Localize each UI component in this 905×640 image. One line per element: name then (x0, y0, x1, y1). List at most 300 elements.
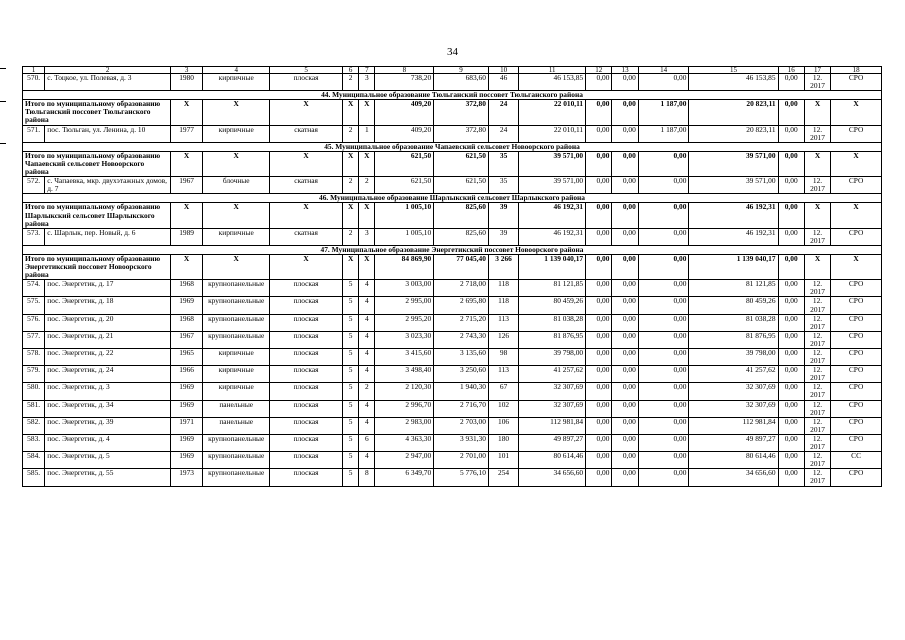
column-number: 3 (170, 67, 202, 74)
column-number: 5 (270, 67, 343, 74)
table-cell: СРО (831, 417, 882, 434)
table-cell: скатная (270, 125, 343, 142)
table-cell: 4 (359, 349, 375, 366)
table-cell: 2 718,00 (434, 280, 489, 297)
table-cell: 1967 (170, 331, 202, 348)
table-cell: 1969 (170, 383, 202, 400)
section-title: 47. Муниципальное образование Энергетикский поссовет Новоорского района (23, 245, 882, 254)
table-cell: 81 038,28 (689, 314, 778, 331)
table-cell: 12. 2017 (804, 400, 830, 417)
table-cell: 39 (488, 228, 518, 245)
table-cell: 112 981,84 (689, 417, 778, 434)
table-cell: крупнопанельные (203, 280, 270, 297)
table-cell: плоская (270, 417, 343, 434)
total-cell: 22 010,11 (519, 100, 586, 125)
total-cell: X (270, 100, 343, 125)
table-cell: 3 498,40 (375, 366, 434, 383)
table-row (23, 297, 882, 314)
table-cell: 0,00 (586, 383, 612, 400)
table-cell: 1968 (170, 280, 202, 297)
table-cell: 0,00 (586, 452, 612, 469)
total-row (23, 203, 882, 228)
total-label: Итого по муниципальному образованию Шарлыкский сельсовет Шарлыкского района (23, 203, 171, 228)
table-cell: 0,00 (586, 177, 612, 194)
table-cell: 81 876,95 (689, 331, 778, 348)
column-number: 14 (638, 67, 689, 74)
total-cell: 1 139 040,17 (519, 254, 586, 279)
table-cell: 49 897,27 (689, 434, 778, 451)
table-cell: 5 (343, 331, 359, 348)
total-row (23, 254, 882, 279)
table-cell: 4 (359, 400, 375, 417)
address-cell: пос. Энергетик, д. 24 (45, 366, 171, 383)
total-cell: 0,00 (778, 151, 804, 176)
table-cell: 0,00 (638, 366, 689, 383)
table-cell: 2 995,00 (375, 297, 434, 314)
total-cell: X (831, 203, 882, 228)
table-cell: 2 (359, 383, 375, 400)
column-number: 13 (612, 67, 638, 74)
table-cell: 0,00 (612, 331, 638, 348)
total-cell: X (804, 100, 830, 125)
table-cell: 39 798,00 (519, 349, 586, 366)
row-number: 576. (23, 314, 45, 331)
total-cell: X (343, 254, 359, 279)
table-cell: 1969 (170, 434, 202, 451)
table-cell: 0,00 (778, 417, 804, 434)
table-cell: 0,00 (612, 297, 638, 314)
table-cell: плоская (270, 349, 343, 366)
table-cell: блочные (203, 177, 270, 194)
row-number: 583. (23, 434, 45, 451)
address-cell: пос. Энергетик, д. 55 (45, 469, 171, 486)
table-cell: 5 (343, 297, 359, 314)
column-number: 6 (343, 67, 359, 74)
table-cell: 46 153,85 (519, 74, 586, 91)
table-cell: крупнопанельные (203, 331, 270, 348)
table-cell: 1966 (170, 366, 202, 383)
table-cell: 0,00 (612, 177, 638, 194)
table-cell: 2 695,80 (434, 297, 489, 314)
table-cell: 0,00 (612, 366, 638, 383)
table-cell: 3 (359, 74, 375, 91)
table-cell: 32 307,69 (689, 383, 778, 400)
table-cell: 0,00 (778, 297, 804, 314)
table-cell: 80 614,46 (519, 452, 586, 469)
total-cell: X (804, 151, 830, 176)
column-number: 7 (359, 67, 375, 74)
table-cell: СРО (831, 331, 882, 348)
total-cell: X (270, 254, 343, 279)
table-cell: 2 703,00 (434, 417, 489, 434)
table-cell: СРО (831, 177, 882, 194)
table-cell: 3 931,30 (434, 434, 489, 451)
total-cell: 409,20 (375, 100, 434, 125)
column-number: 9 (434, 67, 489, 74)
row-number: 584. (23, 452, 45, 469)
table-cell: 5 776,10 (434, 469, 489, 486)
column-number: 17 (804, 67, 830, 74)
table-cell: 2 (343, 177, 359, 194)
table-cell: 0,00 (586, 74, 612, 91)
table-cell: 1971 (170, 417, 202, 434)
table-cell: 0,00 (638, 228, 689, 245)
table-cell: 12. 2017 (804, 366, 830, 383)
table-cell: 180 (488, 434, 518, 451)
row-number: 575. (23, 297, 45, 314)
table-cell: 0,00 (638, 417, 689, 434)
row-number: 573. (23, 228, 45, 245)
total-cell: 0,00 (612, 151, 638, 176)
table-cell: 8 (359, 469, 375, 486)
table-cell: 0,00 (586, 331, 612, 348)
total-cell: X (203, 203, 270, 228)
address-cell: пос. Энергетик, д. 3 (45, 383, 171, 400)
total-cell: 0,00 (586, 151, 612, 176)
page-number: 34 (447, 46, 458, 58)
address-cell: с. Чапаевка, мкр. двухэтажных домов, д. 7 (45, 177, 171, 194)
table-cell: 0,00 (612, 383, 638, 400)
table-cell: 5 (343, 434, 359, 451)
table-cell: 0,00 (612, 417, 638, 434)
table-cell: 0,00 (586, 366, 612, 383)
total-cell: X (804, 254, 830, 279)
table-cell: 0,00 (778, 331, 804, 348)
table-cell: 0,00 (638, 469, 689, 486)
table-cell: 5 (343, 280, 359, 297)
total-row (23, 100, 882, 125)
total-cell: 0,00 (778, 203, 804, 228)
total-cell: X (203, 151, 270, 176)
table-cell: 81 121,85 (519, 280, 586, 297)
table-row (23, 349, 882, 366)
table-cell: 2 716,70 (434, 400, 489, 417)
table-cell: плоская (270, 366, 343, 383)
table-cell: плоская (270, 331, 343, 348)
total-cell: 0,00 (612, 203, 638, 228)
total-cell: X (359, 151, 375, 176)
column-number: 10 (488, 67, 518, 74)
row-number: 577. (23, 331, 45, 348)
column-number: 12 (586, 67, 612, 74)
table-cell: 1968 (170, 314, 202, 331)
table-cell: 41 257,62 (689, 366, 778, 383)
table-cell: кирпичные (203, 228, 270, 245)
table-row (23, 177, 882, 194)
table-cell: 24 (488, 125, 518, 142)
total-cell: 825,60 (434, 203, 489, 228)
total-cell: 0,00 (638, 254, 689, 279)
address-cell: пос. Энергетик, д. 18 (45, 297, 171, 314)
table-cell: 0,00 (586, 297, 612, 314)
table-cell: 0,00 (612, 280, 638, 297)
table-cell: 4 (359, 417, 375, 434)
table-cell: плоская (270, 297, 343, 314)
table-cell: СРО (831, 383, 882, 400)
margin-tick (0, 68, 6, 69)
table-cell: 3 135,60 (434, 349, 489, 366)
table-cell: 4 (359, 452, 375, 469)
table-cell: 1980 (170, 74, 202, 91)
address-cell: пос. Энергетик, д. 17 (45, 280, 171, 297)
table-cell: 1977 (170, 125, 202, 142)
margin-tick (0, 101, 6, 102)
total-cell: X (831, 151, 882, 176)
total-cell: X (170, 151, 202, 176)
table-body (23, 74, 882, 487)
address-cell: с. Шарлык, пер. Новый, д. 6 (45, 228, 171, 245)
table-cell: 12. 2017 (804, 74, 830, 91)
row-number: 579. (23, 366, 45, 383)
section-header-row (23, 194, 882, 203)
table-cell: 4 (359, 297, 375, 314)
table-cell: 5 (343, 417, 359, 434)
table-cell: 1 940,30 (434, 383, 489, 400)
total-cell: 0,00 (612, 100, 638, 125)
total-cell: 46 192,31 (519, 203, 586, 228)
table-cell: 0,00 (638, 331, 689, 348)
table-cell: 4 (359, 280, 375, 297)
table-cell: 0,00 (778, 280, 804, 297)
table-cell: 1969 (170, 452, 202, 469)
total-cell: X (359, 100, 375, 125)
table-cell: 3 (359, 228, 375, 245)
table-cell: крупнопанельные (203, 297, 270, 314)
table-cell: 0,00 (778, 349, 804, 366)
table-cell: 0,00 (638, 177, 689, 194)
table-cell: 98 (488, 349, 518, 366)
table-cell: 34 656,60 (519, 469, 586, 486)
table-cell: 0,00 (586, 228, 612, 245)
total-cell: 35 (488, 151, 518, 176)
table-cell: 0,00 (638, 383, 689, 400)
total-cell: 46 192,31 (689, 203, 778, 228)
total-cell: X (270, 151, 343, 176)
table-cell: 81 876,95 (519, 331, 586, 348)
table-cell: 409,20 (375, 125, 434, 142)
total-cell: 20 823,11 (689, 100, 778, 125)
total-cell: X (831, 100, 882, 125)
total-cell: 0,00 (638, 151, 689, 176)
table-cell: 4 (359, 366, 375, 383)
address-cell: пос. Энергетик, д. 4 (45, 434, 171, 451)
table-cell: крупнопанельные (203, 469, 270, 486)
table-cell: 1969 (170, 400, 202, 417)
table-cell: 0,00 (586, 280, 612, 297)
table-row (23, 280, 882, 297)
table-cell: 0,00 (638, 434, 689, 451)
total-cell: X (170, 254, 202, 279)
row-number: 580. (23, 383, 45, 400)
total-cell: X (343, 203, 359, 228)
table-cell: 12. 2017 (804, 434, 830, 451)
table-cell: 5 (343, 400, 359, 417)
table-cell: кирпичные (203, 74, 270, 91)
total-cell: 39 571,00 (689, 151, 778, 176)
table-cell: плоская (270, 280, 343, 297)
table-cell: 4 (359, 314, 375, 331)
table-cell: 0,00 (586, 469, 612, 486)
total-cell: 24 (488, 100, 518, 125)
address-cell: пос. Энергетик, д. 34 (45, 400, 171, 417)
total-cell: X (804, 203, 830, 228)
table-cell: 32 307,69 (689, 400, 778, 417)
table-cell: 0,00 (586, 125, 612, 142)
table-cell: СРО (831, 74, 882, 91)
table-cell: 5 (343, 366, 359, 383)
address-cell: пос. Тюльган, ул. Ленина, д. 10 (45, 125, 171, 142)
total-cell: 0,00 (778, 254, 804, 279)
section-header-row (23, 142, 882, 151)
table-row (23, 74, 882, 91)
table-cell: 0,00 (638, 400, 689, 417)
table-cell: 0,00 (778, 469, 804, 486)
total-label: Итого по муниципальному образованию Энергетикский поссовет Новоорского района (23, 254, 171, 279)
column-number: 8 (375, 67, 434, 74)
table-cell: СРО (831, 314, 882, 331)
address-cell: пос. Энергетик, д. 5 (45, 452, 171, 469)
table-cell: 0,00 (638, 74, 689, 91)
table-cell: 2 743,30 (434, 331, 489, 348)
table-cell: 5 (343, 349, 359, 366)
table-cell: 113 (488, 366, 518, 383)
total-cell: 0,00 (586, 100, 612, 125)
table-cell: плоская (270, 434, 343, 451)
table-cell: СС (831, 452, 882, 469)
table-cell: 0,00 (612, 125, 638, 142)
total-cell: 39 571,00 (519, 151, 586, 176)
row-number: 582. (23, 417, 45, 434)
table-cell: 3 250,60 (434, 366, 489, 383)
table-cell: 22 010,11 (519, 125, 586, 142)
table-cell: панельные (203, 400, 270, 417)
table-cell: панельные (203, 417, 270, 434)
table-cell: 0,00 (778, 125, 804, 142)
table-cell: 0,00 (612, 314, 638, 331)
table-cell: 12. 2017 (804, 469, 830, 486)
section-title: 46. Муниципальное образование Шарлыкский сельсовет Шарлыкского района (23, 194, 882, 203)
table-cell: 0,00 (638, 452, 689, 469)
table-cell: 1 (359, 125, 375, 142)
table-cell: 0,00 (612, 228, 638, 245)
table-row (23, 228, 882, 245)
table-cell: крупнопанельные (203, 434, 270, 451)
table-cell: 6 349,70 (375, 469, 434, 486)
table-cell: 12. 2017 (804, 417, 830, 434)
column-number: 18 (831, 67, 882, 74)
table-cell: СРО (831, 228, 882, 245)
table-cell: 102 (488, 400, 518, 417)
table-cell: 113 (488, 314, 518, 331)
total-cell: 0,00 (778, 100, 804, 125)
table-cell: 5 (343, 314, 359, 331)
section-title: 45. Муниципальное образование Чапаевский сельсовет Новоорского района (23, 142, 882, 151)
table-cell: 67 (488, 383, 518, 400)
table-cell: 34 656,60 (689, 469, 778, 486)
total-cell: 3 266 (488, 254, 518, 279)
table-cell: 12. 2017 (804, 349, 830, 366)
table-cell: 621,50 (434, 177, 489, 194)
table-cell: 0,00 (778, 314, 804, 331)
table-cell: СРО (831, 400, 882, 417)
total-label: Итого по муниципальному образованию Чапаевский сельсовет Новоорского района (23, 151, 171, 176)
section-header-row (23, 245, 882, 254)
table-cell: 0,00 (612, 400, 638, 417)
table-cell: 12. 2017 (804, 383, 830, 400)
table-cell: 0,00 (586, 434, 612, 451)
table-cell: 0,00 (778, 74, 804, 91)
table-cell: 46 (488, 74, 518, 91)
table-cell: 39 798,00 (689, 349, 778, 366)
table-cell: 1 187,00 (638, 125, 689, 142)
table-row (23, 469, 882, 486)
table-cell: 46 153,85 (689, 74, 778, 91)
table-cell: 118 (488, 297, 518, 314)
table-cell: 0,00 (612, 469, 638, 486)
table-cell: кирпичные (203, 383, 270, 400)
table-cell: крупнопанельные (203, 452, 270, 469)
table-cell: 2 701,00 (434, 452, 489, 469)
margin-tick (0, 143, 6, 144)
table-row (23, 383, 882, 400)
table-row (23, 331, 882, 348)
table-cell: 2 120,30 (375, 383, 434, 400)
table-cell: плоская (270, 452, 343, 469)
column-number: 4 (203, 67, 270, 74)
table-cell: 1967 (170, 177, 202, 194)
table-cell: плоская (270, 469, 343, 486)
table-cell: скатная (270, 177, 343, 194)
total-row (23, 151, 882, 176)
total-cell: 621,50 (375, 151, 434, 176)
table-cell: кирпичные (203, 349, 270, 366)
table-cell: скатная (270, 228, 343, 245)
table-cell: СРО (831, 297, 882, 314)
total-cell: 0,00 (612, 254, 638, 279)
table-row (23, 434, 882, 451)
row-number: 571. (23, 125, 45, 142)
column-number: 15 (689, 67, 778, 74)
table-cell: 12. 2017 (804, 331, 830, 348)
table-cell: 2 996,70 (375, 400, 434, 417)
total-label: Итого по муниципальному образованию Тюльганский поссовет Тюльганского района (23, 100, 171, 125)
table-cell: 35 (488, 177, 518, 194)
row-number: 572. (23, 177, 45, 194)
table-cell: плоская (270, 314, 343, 331)
table-cell: 12. 2017 (804, 280, 830, 297)
table-cell: 0,00 (612, 349, 638, 366)
table-cell: 4 (359, 331, 375, 348)
total-cell: 0,00 (586, 254, 612, 279)
table-cell: 0,00 (778, 177, 804, 194)
table-cell: СРО (831, 280, 882, 297)
total-cell: 39 (488, 203, 518, 228)
table-cell: 32 307,69 (519, 383, 586, 400)
table-cell: 2 947,00 (375, 452, 434, 469)
table-cell: 49 897,27 (519, 434, 586, 451)
table-cell: 0,00 (586, 314, 612, 331)
address-cell: с. Тоцкое, ул. Полевая, д. 3 (45, 74, 171, 91)
table-cell: 81 121,85 (689, 280, 778, 297)
total-cell: 0,00 (586, 203, 612, 228)
table-cell: 80 614,46 (689, 452, 778, 469)
table-cell: 112 981,84 (519, 417, 586, 434)
table-cell: 0,00 (638, 349, 689, 366)
table-row (23, 417, 882, 434)
table-cell: 6 (359, 434, 375, 451)
address-cell: пос. Энергетик, д. 22 (45, 349, 171, 366)
total-cell: X (270, 203, 343, 228)
